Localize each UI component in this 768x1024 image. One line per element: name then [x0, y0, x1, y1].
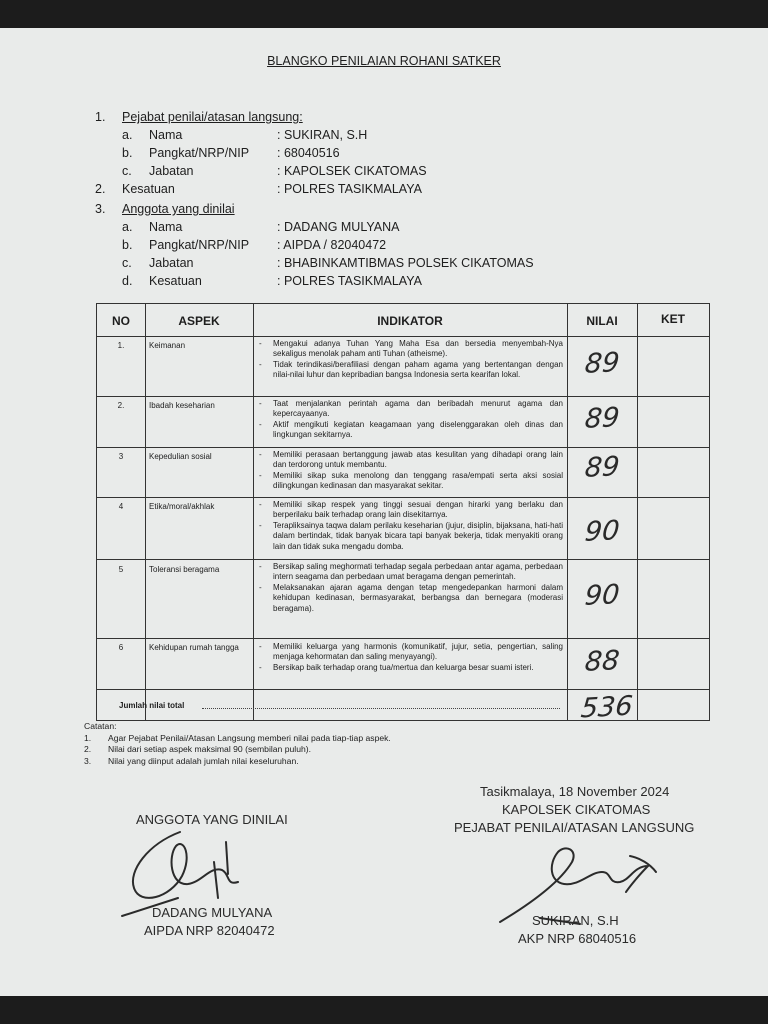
row-divider [97, 559, 709, 560]
note-number: 1. [84, 732, 92, 743]
indicator-item: - Memiliki perasaan bertanggung jawab atas kesulitan yang dihadapi orang lain dan terdorong untuk membantu. [257, 450, 563, 471]
section1-number: 1. [95, 110, 106, 124]
section2-number: 2. [95, 182, 106, 196]
member-position-label: Jabatan [149, 256, 194, 270]
indicator-item: - Bersikap saling meghormati terhadap segala perbedaan antar agama, perbedaan intern seagama dan perbedaan umat beragama dengan pemerintah. [257, 562, 563, 583]
indicator-item: - Bersikap baik terhadap orang tua/mertua dan keluarga besar suami isteri. [257, 663, 563, 673]
indicator-item: - Tidak terindikasi/berafiliasi dengan paham agama yang bertentangan dengan nilai-nilai luhur dan kepribadian bangsa Indonesia serta kearifan lokal. [257, 360, 563, 381]
note-item [84, 756, 391, 768]
member-rank-value: : AIPDA / 82040472 [277, 238, 387, 252]
row-score: 89 [583, 451, 621, 484]
document-title: BLANGKO PENILAIAN ROHANI SATKER [267, 54, 501, 68]
row-aspect: Kehidupan rumah tangga [149, 643, 239, 652]
section2-label: Kesatuan [122, 182, 175, 196]
column-divider [145, 304, 146, 720]
member-signature-title: ANGGOTA YANG DINILAI [136, 812, 288, 827]
header-indikator: INDIKATOR [377, 314, 443, 328]
evaluator-name-label: Nama [149, 128, 183, 142]
member-unit-label: Kesatuan [149, 274, 202, 288]
notes [84, 721, 391, 767]
row-indicator [257, 500, 563, 552]
member-name-value: : DADANG MULYANA [277, 220, 400, 234]
note-number: 3. [84, 755, 92, 766]
row-number: 3 [118, 452, 124, 461]
member-name-letter: a. [122, 220, 133, 234]
indicator-item: - Memiliki keluarga yang harmonis (komunikatif, jujur, setia, pengertian, saling menjaga kehormatan dan saling menyayangi). [257, 642, 563, 663]
evaluator-position-label: Jabatan [149, 164, 194, 178]
evaluator-signature-name: SUKIRAN, S.H [532, 913, 619, 928]
column-divider [567, 304, 568, 720]
note-text: Nilai dari setiap aspek maksimal 90 (sembilan puluh). [108, 744, 311, 755]
note-text: Nilai yang diinput adalah jumlah nilai keseluruhan. [108, 755, 299, 766]
row-divider [97, 336, 709, 337]
member-rank-label: Pangkat/NRP/NIP [149, 238, 250, 252]
evaluator-rank-label: Pangkat/NRP/NIP [149, 146, 250, 160]
member-rank-letter: b. [122, 238, 133, 252]
header-aspek: ASPEK [178, 314, 220, 328]
indicator-item: - Memiliki sikap suka menolong dan tenggang rasa/empati serta aksi sosial dilingkungan kedinasan dan masyarakat sekitar. [257, 471, 563, 492]
row-number: 5 [118, 565, 124, 574]
note-item [84, 733, 391, 745]
row-indicator [257, 450, 563, 492]
total-label: Jumlah nilai total [119, 701, 185, 710]
row-score: 88 [583, 645, 621, 678]
row-aspect: Ibadah keseharian [149, 401, 215, 410]
row-indicator [257, 339, 563, 381]
row-number: 6 [118, 643, 124, 652]
evaluator-rank-value: : 68040516 [277, 146, 340, 160]
dotted-leader [202, 708, 560, 709]
member-signature-name: DADANG MULYANA [152, 905, 273, 920]
total-score: 536 [579, 690, 635, 725]
indicator-item: - Aktif mengikuti kegiatan keagamaan yang diselenggarakan oleh dinas dan lingkungan sekitarnya. [257, 420, 563, 441]
indicator-item: - Melaksanakan ajaran agama dengan tetap mengedepankan harmoni dalam kehidupan kedinasan, bermasyarakat, berbangsa dan bernegara (moderasi beragama). [257, 583, 563, 614]
member-unit-letter: d. [122, 274, 133, 288]
row-number: 4 [118, 502, 124, 511]
evaluator-signature-title: PEJABAT PENILAI/ATASAN LANGSUNG [454, 820, 695, 835]
row-score: 89 [583, 402, 621, 435]
column-divider [253, 304, 254, 720]
place-and-date: Tasikmalaya, 18 November 2024 [480, 784, 670, 799]
row-indicator [257, 642, 563, 673]
row-indicator [257, 562, 563, 614]
note-text: Agar Pejabat Penilai/Atasan Langsung memberi nilai pada tiap-tiap aspek. [108, 732, 391, 743]
member-position-letter: c. [122, 256, 132, 270]
member-unit-value: : POLRES TASIKMALAYA [277, 274, 422, 288]
note-number: 2. [84, 744, 92, 755]
evaluator-office: KAPOLSEK CIKATOMAS [502, 802, 651, 817]
header-nilai: NILAI [586, 314, 618, 328]
row-number: 2. [117, 401, 125, 410]
indicator-item: - Taat menjalankan perintah agama dan beribadah menurut agama dan kepercayaanya. [257, 399, 563, 420]
indicator-item: - Terapliksainya taqwa dalam perilaku keseharian (jujur, disiplin, bijaksana, hati-hati dalam bertindak, tidak banyak bicara tapi banyak bekerja, tidak menyakiti orang lain dan tidak suka mengadu domba. [257, 521, 563, 552]
row-score: 90 [583, 515, 621, 548]
row-number: 1. [117, 341, 125, 350]
document-page [0, 28, 768, 996]
indicator-item: - Memiliki sikap respek yang tinggi sesuai dengan hirarki yang berlaku dan berperilaku baik terhadap orang lain disekitarnya. [257, 500, 563, 521]
notes-heading: Catatan: [84, 721, 117, 731]
row-divider [97, 447, 709, 448]
header-ket: KET [661, 312, 685, 326]
row-aspect: Kepedulian sosial [149, 452, 212, 461]
section2-value: : POLRES TASIKMALAYA [277, 182, 422, 196]
row-divider [97, 638, 709, 639]
section3-heading: Anggota yang dinilai [122, 202, 235, 216]
evaluator-rank-letter: b. [122, 146, 133, 160]
row-indicator [257, 399, 563, 441]
section1-heading: Pejabat penilai/atasan langsung: [122, 110, 303, 124]
assessment-table [96, 303, 710, 725]
evaluator-position-letter: c. [122, 164, 132, 178]
row-score: 89 [583, 347, 621, 380]
member-signature-rank: AIPDA NRP 82040472 [144, 923, 275, 938]
row-aspect: Etika/moral/akhlak [149, 502, 215, 511]
member-position-value: : BHABINKAMTIBMAS POLSEK CIKATOMAS [277, 256, 534, 270]
row-score: 90 [583, 579, 621, 612]
evaluator-name-value: : SUKIRAN, S.H [277, 128, 368, 142]
evaluator-name-letter: a. [122, 128, 133, 142]
section3-number: 3. [95, 202, 106, 216]
note-item [84, 744, 391, 756]
row-divider [97, 396, 709, 397]
row-aspect: Toleransi beragama [149, 565, 220, 574]
indicator-item: - Mengakui adanya Tuhan Yang Maha Esa dan bersedia menyembah-Nya sekaligus menolak paham anti Tuhan (atheisme). [257, 339, 563, 360]
header-no: NO [112, 314, 130, 328]
evaluator-signature-rank: AKP NRP 68040516 [518, 931, 637, 946]
member-name-label: Nama [149, 220, 183, 234]
evaluator-position-value: : KAPOLSEK CIKATOMAS [277, 164, 427, 178]
row-divider [97, 689, 709, 690]
column-divider [637, 304, 638, 720]
row-aspect: Keimanan [149, 341, 186, 350]
row-divider [97, 497, 709, 498]
